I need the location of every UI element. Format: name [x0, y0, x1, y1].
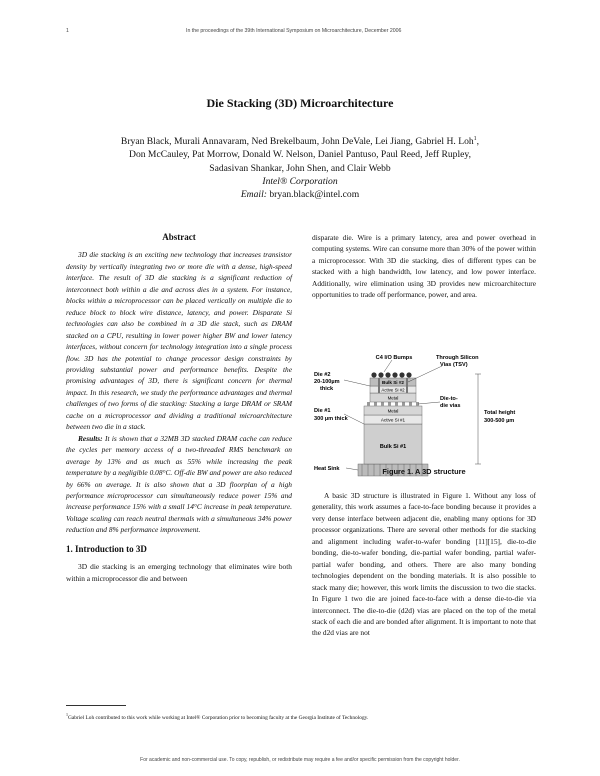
- results-paragraph: [66, 433, 292, 536]
- intro-paragraph-start: 3D die stacking is an emerging technology that eliminates wire both within a microprocessor die and between: [66, 562, 292, 583]
- structure-paragraph: A basic 3D structure is illustrated in Figure 1. Without any loss of generality, this work assumes a face-to-face bonding because it provides a very dense interface between adjacent die, enabling many options for 3D processor organizations. There are several other methods for die stacking and alignment including wafer-to-wafer bonding [11][15], die-to-die bonding, die-to-wafer bonding, die-partial wafer bonding, partial wafer-partial wafer bonding, and others. There are also many bonding technologies dependent on the bonding materials. It is also possible to stack many die; however, this work limits the discussion to two die stacks. In Figure 1 two die are joined face-to-face with a dense die-to-die via interconnect. The die-to-die (d2d) vias are placed on the top of the metal stack of each die and are bonded after alignment. It is important to note that the d2d vias are not: [312, 491, 536, 638]
- authors-line-1: Bryan Black, Murali Annavaram, Ned Brekelbaum, John DeVale, Lei Jiang, Gabriel H. Loh: [120, 136, 474, 148]
- label-die2-line-2: 20-100µm: [314, 379, 340, 385]
- active-si-1-label: Active Si #1: [380, 417, 406, 423]
- label-die2-line-1: Die #2: [314, 372, 331, 378]
- metal-1-label: Metal: [387, 408, 399, 414]
- paper-title: Die Stacking (3D) Microarchitecture: [206, 96, 394, 110]
- label-d2d-line-1: Die-to-: [440, 396, 458, 402]
- intro-paragraph-continued: disparate die. Wire is a primary latency, area and power overhead in computing systems. Wire can consume more than 30% of the power within a microprocessor. With 3D die stacking, dies of different types can be stacked with a high bandwidth, low latency, and low power interface. Additionally, wire elimination using 3D provides new microarchitecture opportunities to trade off performance, power, and area.: [312, 233, 536, 300]
- d2d-vias: [367, 402, 419, 406]
- section-1-heading: 1. Introduction to 3D: [66, 543, 147, 554]
- authors-line-3: Sadasivan Shankar, John Shen, and Clair Webb: [209, 162, 391, 174]
- author-block: [70, 133, 530, 201]
- authors-line-1-end: ,: [476, 136, 480, 148]
- footnote: [66, 712, 536, 721]
- figure-caption: Figure 1. A 3D structure: [382, 467, 466, 476]
- footnote-mark: 1: [66, 712, 68, 717]
- label-tsv-line-2: Vias (TSV): [440, 362, 468, 368]
- results-label: Results:: [78, 433, 103, 443]
- left-column: [66, 232, 292, 584]
- metal-2-label: Metal: [387, 395, 399, 401]
- label-die1-line-1: Die #1: [314, 408, 331, 414]
- email-label: Email:: [240, 189, 267, 200]
- active-si-2-label: Active Si #2: [381, 387, 405, 393]
- affiliation: Intel® Corporation: [262, 175, 338, 187]
- authors-line-2: Don McCauley, Pat Morrow, Donald W. Nelson, Daniel Pantuso, Paul Reed, Jeff Rupley,: [129, 149, 471, 161]
- label-heat-sink: Heat Sink: [314, 466, 340, 472]
- email-address[interactable]: bryan.black@intel.com: [269, 189, 360, 200]
- author-footnote-mark: 1: [473, 136, 477, 142]
- label-d2d-line-2: die vias: [440, 403, 461, 409]
- c4-bumps: [371, 372, 411, 377]
- right-column-bottom: [312, 490, 536, 639]
- abstract-paragraph: 3D die stacking is an exciting new technology that increases transistor density by vertically integrating two or more die with a dense, high-speed interface. The result of 3D die stacking is a significant reduction of interconnect both within a die and across dies in a system. For instance, blocks within a microprocessor can be placed vertically on multiple die to reduce block to block wire distance, latency, and power. Disparate Si technologies can also be combined in a 3D die stack, such as DRAM stacked on a CPU, resulting in lower power higher BW and lower latency interfaces, without concern for technology integration into a single process flow. 3D has the potential to change processor design constraints by providing substantial power and performance benefits. Despite the promising advantages of 3D, there is significant concern for thermal impact. In this research, we study the performance advantages and thermal challenges of two forms of die stacking: Stacking a large DRAM or SRAM cache on a microprocessor and dividing a traditional microarchitecture between two die in a stack.: [66, 250, 292, 432]
- bulk-si-2-label: Bulk Si #2: [382, 380, 404, 385]
- results-text: It is shown that a 32MB 3D stacked DRAM cache can reduce the cycles per memory access of a two-threaded RMS benchmark on average by 13% and as much as 55% while increasing the peak temperature by a negligible 0.08°C. Off-die BW and power are also reduced by 66% on average. It is also shown that a 3D floorplan of a high performance microprocessor can simultaneously reduce power 15% and increase performance 15% with a small 14°C increase in peak temperature. Voltage scaling can reach neutral thermals with a simultaneous 34% power reduction and 8% performance improvement.: [66, 433, 292, 535]
- proceedings-line: In the proceedings of the 39th International Symposium on Microarchitecture, December 2006: [186, 28, 402, 34]
- bulk-si-1-label: Bulk Si #1: [379, 444, 407, 450]
- footnote-rule: [66, 705, 126, 706]
- right-column-top: [312, 232, 536, 301]
- label-c4-bumps: C4 I/O Bumps: [375, 355, 413, 361]
- abstract-heading: Abstract: [162, 232, 196, 242]
- label-die1-line-2: 300 µm thick: [314, 416, 348, 422]
- label-total-height-2: 300-500 µm: [484, 418, 515, 424]
- label-die2-line-3: thick: [320, 386, 334, 392]
- label-tsv-line-1: Through Silicon: [436, 355, 479, 361]
- copyright-footer: For academic and non-commercial use. To copy, republish, or redistribute may require a fee and/or specific permission from the copyright holder.: [140, 757, 460, 763]
- figure-3d-structure: [312, 352, 536, 478]
- label-total-height-1: Total height: [484, 410, 516, 416]
- page-number: 1: [66, 28, 69, 34]
- footnote-text: Gabriel Loh contributed to this work while working at Intel® Corporation prior to becoming faculty at the Georgia Institute of Technology.: [68, 714, 369, 721]
